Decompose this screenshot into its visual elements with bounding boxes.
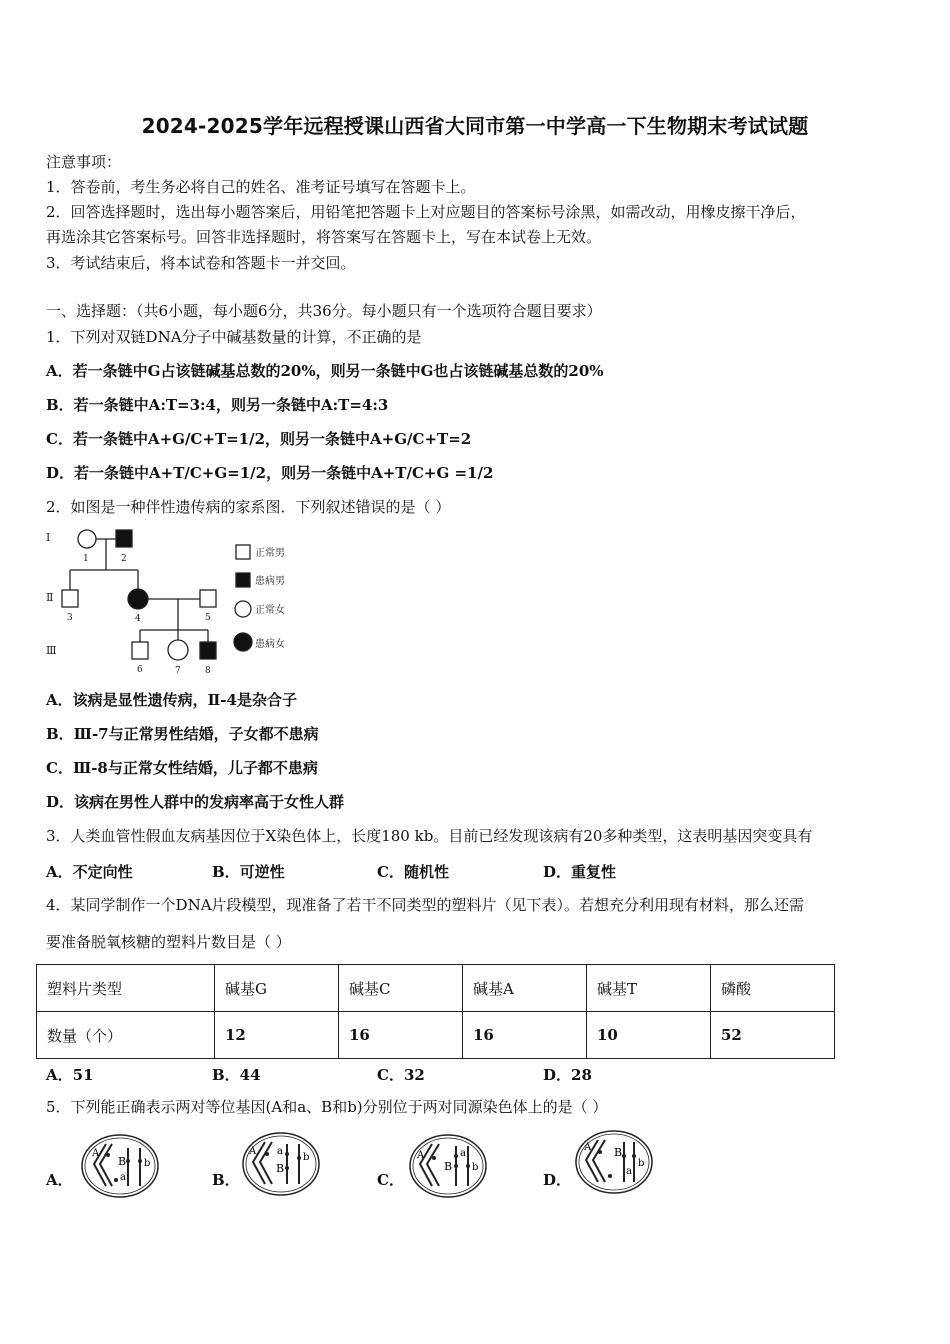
notes-item: 1．答卷前，考生务必将自己的姓名、准考证号填写在答题卡上。 (46, 178, 476, 196)
question-3-options (46, 861, 746, 881)
cell-diagram-b (241, 1128, 325, 1200)
individual-5-normal-male (200, 590, 216, 607)
notes-item: 3．考试结束后，将本试卷和答题卡一并交回。 (46, 254, 356, 272)
question-2-option-d: D．该病在男性人群中的发病率高于女性人群 (46, 793, 345, 811)
question-4-stem-continued: 要准备脱氧核糖的塑料片数目是（ ） (46, 933, 291, 951)
question-1-option-c: C．若一条链中A+G/C+T=1/2，则另一条链中A+G/C+T=2 (46, 430, 472, 448)
question-2-option-c: C．Ⅲ-8与正常女性结婚，儿子都不患病 (46, 759, 318, 777)
individual-number: 7 (175, 666, 181, 676)
question-1-option-d: D．若一条链中A+T/C+G=1/2，则另一条链中A+T/C+G =1/2 (46, 464, 494, 482)
materials-table (36, 964, 835, 1059)
generation-label: Ⅰ (46, 531, 51, 544)
gene-label: A (584, 1142, 592, 1153)
table-header-cell: 磷酸 (711, 965, 835, 1012)
individual-number: 2 (121, 554, 127, 564)
question-2-option-b: B．Ⅲ-7与正常男性结婚，子女都不患病 (46, 725, 319, 743)
question-1-option-a: A．若一条链中G占该链碱基总数的20%，则另一条链中G也占该链碱基总数的20% (46, 362, 604, 380)
legend-affected-male-symbol (236, 573, 250, 587)
generation-label: Ⅱ (46, 591, 54, 604)
legend-normal-male-symbol (236, 545, 250, 559)
table-header-cell: 碱基C (339, 965, 463, 1012)
gene-label: A (249, 1146, 257, 1157)
individual-6-normal-male (132, 642, 148, 659)
notes-heading: 注意事项： (46, 153, 122, 171)
table-header-cell: 碱基T (587, 965, 711, 1012)
individual-number: 6 (137, 665, 143, 675)
question-5-option-d-label: D． (543, 1171, 572, 1189)
gene-label: B (118, 1155, 127, 1168)
question-1-stem: 1．下列对双链DNA分子中碱基数量的计算，不正确的是 (46, 328, 422, 346)
legend-label: 正常女 (255, 605, 285, 616)
individual-1-normal-female (78, 530, 96, 548)
table-cell: 10 (587, 1012, 711, 1059)
gene-label: b (472, 1162, 479, 1173)
question-5-option-c-label: C． (377, 1171, 404, 1189)
individual-3-normal-male (62, 590, 78, 607)
question-1-option-b: B．若一条链中A:T=3:4，则另一条链中A:T=4:3 (46, 396, 389, 414)
question-2-stem: 2．如图是一种伴性遗传病的家系图．下列叙述错误的是（ ） (46, 498, 451, 516)
table-cell: 12 (215, 1012, 339, 1059)
table-cell: 52 (711, 1012, 835, 1059)
individual-number: 8 (205, 666, 211, 676)
gene-label: b (638, 1158, 645, 1169)
pedigree-chart (40, 520, 310, 680)
table-header-cell: 碱基G (215, 965, 339, 1012)
section-heading: 一、选择题：（共6小题，每小题6分，共36分。每小题只有一个选项符合题目要求） (46, 302, 602, 320)
individual-8-affected-male (200, 642, 216, 659)
question-3-option-b: B．可逆性 (212, 863, 285, 881)
legend-normal-female-symbol (235, 601, 251, 617)
question-4-option-d: D．28 (543, 1066, 592, 1084)
question-5-option-b-label: B． (212, 1171, 240, 1189)
question-4-stem: 4．某同学制作一个DNA片段模型，现准备了若干不同类型的塑料片（见下表）。若想充分利用现有材料，那么还需 (46, 896, 805, 914)
gene-label: a (120, 1172, 126, 1183)
question-5-stem: 5．下列能正确表示两对等位基因(A和a、B和b)分别位于两对同源染色体上的是（ ） (46, 1098, 608, 1116)
table-header-cell: 碱基A (463, 965, 587, 1012)
question-3-option-d: D．重复性 (543, 863, 617, 881)
gene-label: B (276, 1162, 285, 1175)
gene-label: A (92, 1148, 100, 1159)
legend-label: 患病男 (255, 576, 285, 587)
individual-number: 4 (135, 614, 141, 624)
question-5-option-a-label: A． (46, 1171, 73, 1189)
individual-number: 5 (205, 613, 211, 623)
question-3-stem: 3．人类血管性假血友病基因位于X染色体上，长度180 kb。目前已经发现该病有20多种类型，这表明基因突变具有 (46, 827, 813, 845)
notes-item: 2．回答选择题时，选出每小题答案后，用铅笔把答题卡上对应题目的答案标号涂黑，如需改动，用橡皮擦干净后， (46, 203, 806, 221)
table-header-row (37, 965, 835, 1012)
gene-label: a (460, 1148, 466, 1159)
individual-2-affected-male (116, 530, 132, 547)
gene-label: A (417, 1150, 425, 1161)
legend-affected-female-symbol (234, 633, 252, 651)
individual-7-normal-female (168, 640, 188, 660)
legend-label: 正常男 (255, 548, 285, 559)
question-4-option-c: C．32 (377, 1066, 425, 1084)
gene-label: a (277, 1146, 283, 1157)
table-row (37, 1012, 835, 1059)
gene-label: b (144, 1158, 151, 1169)
table-header-cell: 塑料片类型 (37, 965, 215, 1012)
gene-label: B (444, 1160, 453, 1173)
cell-diagram-d (574, 1126, 658, 1198)
gene-label: a (626, 1166, 632, 1177)
gene-label: b (303, 1152, 310, 1163)
gene-label: B (614, 1146, 623, 1159)
individual-number: 1 (83, 554, 89, 564)
table-cell: 16 (339, 1012, 463, 1059)
question-4-option-a: A．51 (46, 1066, 94, 1084)
cell-diagram-a (80, 1130, 164, 1202)
question-3-option-c: C．随机性 (377, 863, 449, 881)
question-3-option-a: A．不定向性 (46, 863, 133, 881)
table-cell: 16 (463, 1012, 587, 1059)
individual-number: 3 (67, 613, 73, 623)
page-title: 2024-2025学年远程授课山西省大同市第一中学高一下生物期末考试试题 (141, 114, 809, 138)
generation-label: Ⅲ (46, 644, 57, 657)
question-2-option-a: A．该病是显性遗传病，Ⅱ-4是杂合子 (46, 691, 297, 709)
question-4-option-b: B．44 (212, 1066, 261, 1084)
legend-label: 患病女 (255, 639, 285, 650)
individual-4-affected-female (128, 589, 148, 609)
question-4-options (46, 1064, 746, 1084)
cell-diagram-c (408, 1130, 492, 1202)
table-cell: 数量（个） (37, 1012, 215, 1059)
notes-item: 再选涂其它答案标号。回答非选择题时，将答案写在答题卡上，写在本试卷上无效。 (46, 228, 602, 246)
